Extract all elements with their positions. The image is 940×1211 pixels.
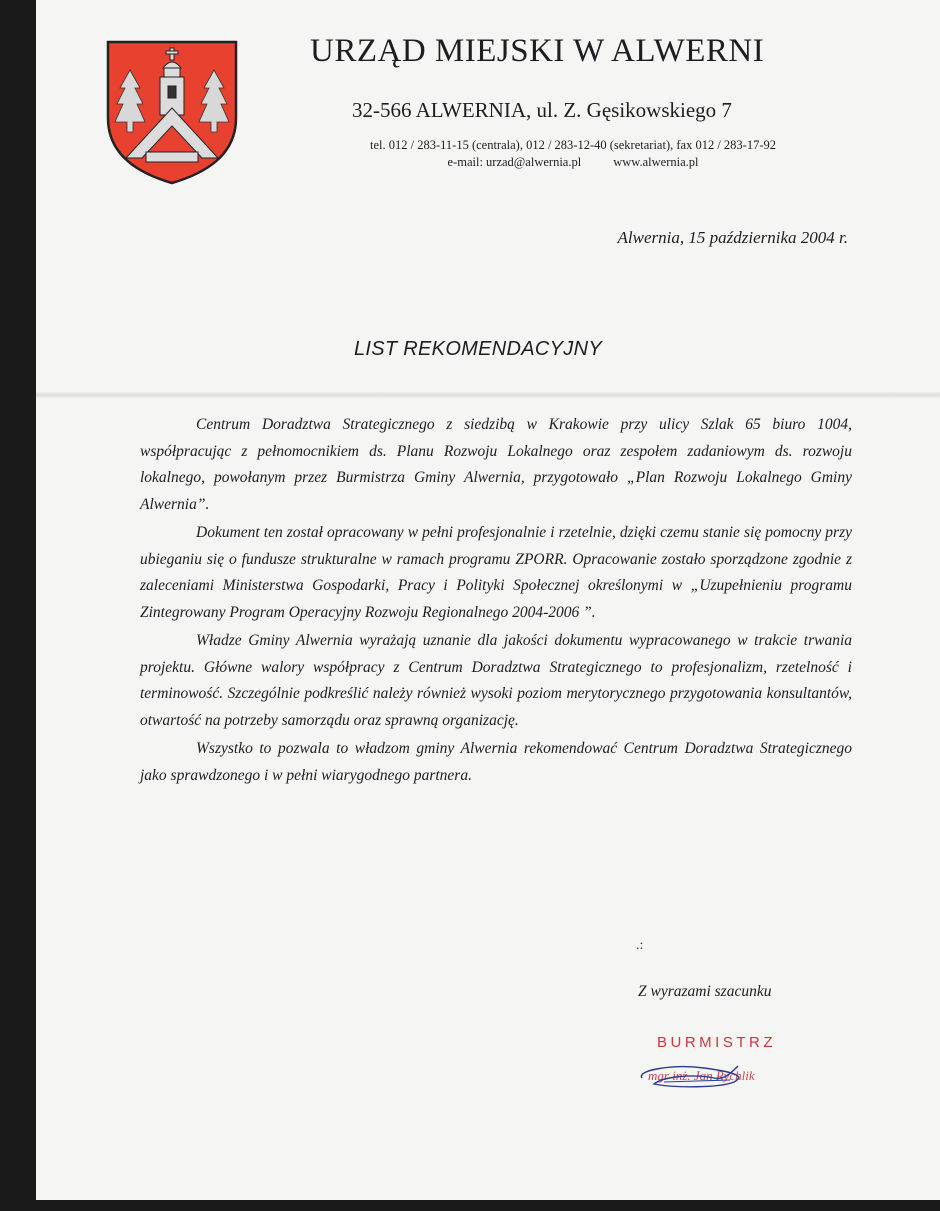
letter-body: [140, 412, 852, 791]
body-paragraph: Centrum Doradztwa Strategicznego z siedzibą w Krakowie przy ulicy Szlak 65 biuro 1004, współpracując z pełnomocnikiem ds. Planu Rozwoju Lokalnego oraz zespołem zadaniowym ds. rozwoju lokalnego, powołanym przez Burmistrza Gminy Alwernia, przygotowało „Plan Rozwoju Lokalnego Gminy Alwernia”.: [140, 416, 852, 513]
letter-date: Alwernia, 15 października 2004 r.: [617, 228, 848, 247]
paper-fold: [36, 392, 940, 398]
stamp-name: mgr inż. Jan Rychlik: [648, 1068, 755, 1083]
office-website: www.alwernia.pl: [613, 155, 699, 169]
coat-of-arms-icon: [106, 40, 238, 185]
office-contact: [308, 137, 838, 171]
office-online: [308, 154, 838, 171]
office-email: e-mail: urzad@alwernia.pl: [447, 155, 582, 169]
letter-sheet: [36, 0, 940, 1200]
ink-mark: .:: [636, 938, 644, 953]
document-title: LIST REKOMENDACYJNY: [354, 338, 602, 360]
body-paragraph: Wszystko to pozwala to władzom gminy Alwernia rekomendować Centrum Doradztwa Strategicznego jako sprawdzonego i w pełni wiarygodnego partnera.: [140, 740, 852, 784]
office-phones: tel. 012 / 283-11-15 (centrala), 012 / 283-12-40 (sekretariat), fax 012 / 283-17-92: [369, 138, 776, 152]
body-paragraph: Władze Gminy Alwernia wyrażają uznanie dla jakości dokumentu wypracowanego w trakcie trwania projektu. Główne walory współpracy z Centrum Doradztwa Strategicznego to profesjonalizm, rzetelność i terminowość. Szczególnie podkreślić należy również wysoki poziom merytorycznego przygotowania konsultantów, otwartość na potrzeby samorządu oraz sprawną organizację.: [140, 632, 852, 729]
body-paragraph: Dokument ten został opracowany w pełni profesjonalnie i rzetelnie, dzięki czemu stanie się pomocny przy ubieganiu się o fundusze strukturalne w ramach programu ZPORR. Opracowanie zostało sporządzone zgodnie z zaleceniami Ministerstwa Gospodarki, Pracy i Polityki Społecznej określonymi w „Uzupełnieniu programu Zintegrowany Program Operacyjny Rozwoju Regionalnego 2004-2006 ”.: [140, 524, 852, 621]
office-address: 32-566 ALWERNIA, ul. Z. Gęsikowskiego 7: [352, 98, 732, 122]
closing-salutation: Z wyrazami szacunku: [638, 983, 772, 1000]
signature-icon: [634, 1052, 754, 1092]
stamp-title: BURMISTRZ: [657, 1034, 776, 1051]
office-name: URZĄD MIEJSKI W ALWERNI: [310, 33, 765, 69]
